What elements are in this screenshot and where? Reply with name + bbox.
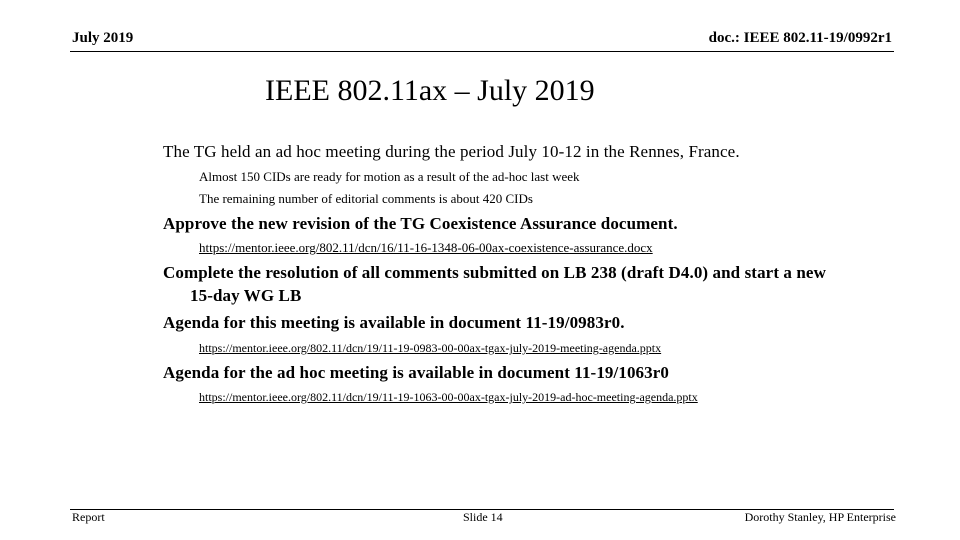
slide-number: Slide 14: [463, 510, 503, 524]
bullet-meeting-agenda: Agenda for this meeting is available in document 11-19/0983r0.: [163, 313, 625, 332]
sub-bullet-cids-ready: Almost 150 CIDs are ready for motion as a result of the ad-hoc last week: [199, 169, 580, 184]
bullet-comment-resolution: Complete the resolution of all comments submitted on LB 238 (draft D4.0) and start a new 15-day WG LB: [163, 263, 826, 305]
footer-label: Report: [72, 510, 105, 524]
footer-author: Dorothy Stanley, HP Enterprise: [744, 510, 896, 524]
header-divider: [70, 51, 894, 52]
bullet-coexistence-document: Approve the new revision of the TG Coexistence Assurance document.: [163, 214, 678, 233]
sub-bullet-editorial-comments: The remaining number of editorial comments is about 420 CIDs: [199, 191, 533, 206]
slide-title: IEEE 802.11ax – July 2019: [265, 74, 595, 107]
link-meeting-agenda[interactable]: https://mentor.ieee.org/802.11/dcn/19/11-19-0983-00-00ax-tgax-july-2019-meeting-agenda.pptx: [199, 341, 662, 355]
link-ad-hoc-agenda[interactable]: https://mentor.ieee.org/802.11/dcn/19/11-19-1063-00-00ax-tgax-july-2019-ad-hoc-meeting-agenda.pptx: [199, 390, 698, 404]
bullet-ad-hoc-agenda: Agenda for the ad hoc meeting is available in document 11-19/1063r0: [163, 363, 669, 382]
header-date: July 2019: [72, 30, 134, 46]
link-coexistence-document[interactable]: https://mentor.ieee.org/802.11/dcn/16/11-16-1348-06-00ax-coexistence-assurance.docx: [199, 240, 653, 255]
bullet-ad-hoc-meeting: The TG held an ad hoc meeting during the period July 10-12 in the Rennes, France.: [163, 142, 740, 161]
slide-body: [163, 140, 853, 407]
header-doc-id: doc.: IEEE 802.11-19/0992r1: [708, 30, 892, 46]
